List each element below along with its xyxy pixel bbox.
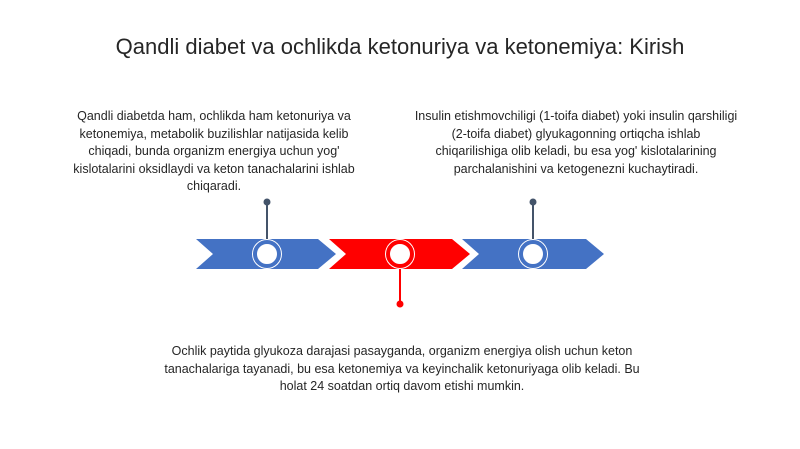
- connector-2-dot: [397, 301, 404, 308]
- connector-1-dot: [264, 199, 271, 206]
- timeline-text-2: Ochlik paytida glyukoza darajasi pasayganda, organizm energiya olish uchun keton tanachalariga tayanadi, bu esa ketonemiya va keyinchalik ketonuriyaga olib keladi. Bu holat 24 soatdan ortiq davom etishi mumkin.: [164, 344, 640, 393]
- timeline-text-3: Insulin etishmovchiligi (1-toifa diabet) yoki insulin qarshiligi (2-toifa diabet) glyukagonning ortiqcha ishlab chiqarilishiga olib keladi, bu esa yog' kislotalarining parchalanishini va ketogenezni kuchaytiradi.: [414, 109, 738, 176]
- slide-title: Qandli diabet va ochlikda ketonuriya va ketonemiya: Kirish: [115, 34, 685, 59]
- timeline-text-1: Qandli diabetda ham, ochlikda ham ketonuriya va ketonemiya, metabolik buzilishlar natijasida kelib chiqadi, bunda organizm energiya uchun yog' kislotalarini oksidlaydi va keton tanachalarini ishlab chiqaradi.: [73, 109, 355, 193]
- connector-3-dot: [530, 199, 537, 206]
